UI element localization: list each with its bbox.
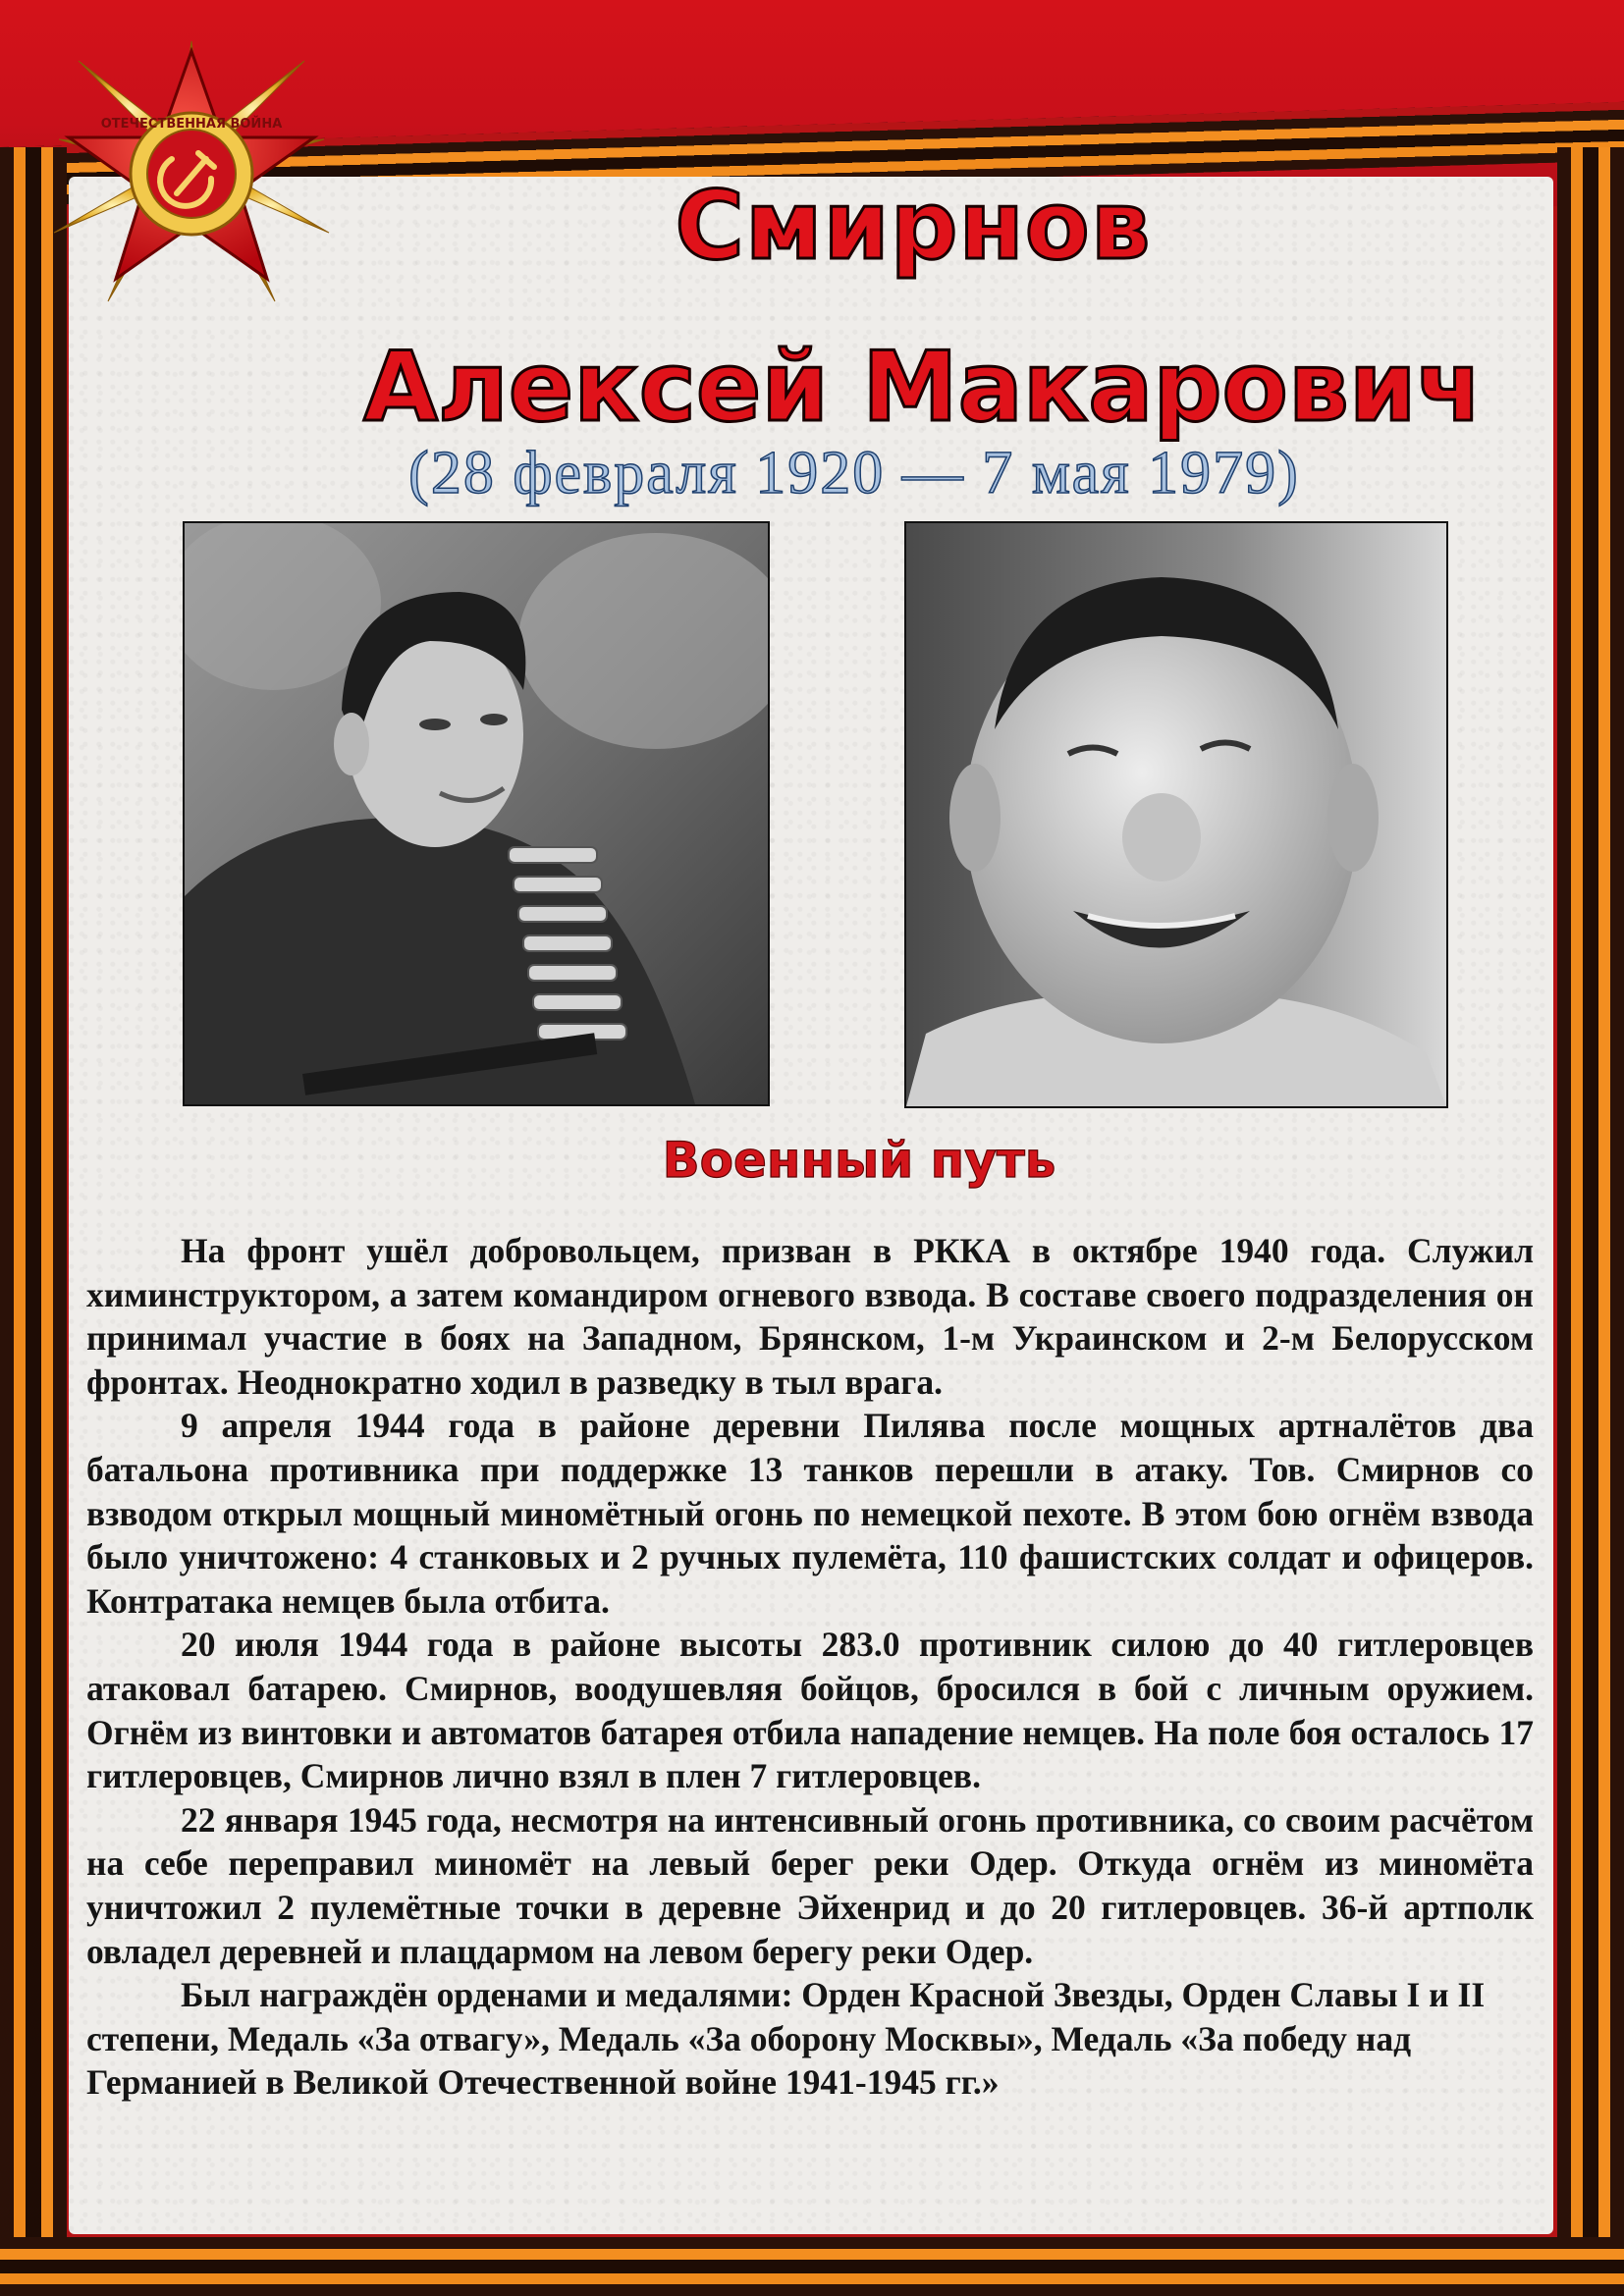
st-george-ribbon-left: [0, 147, 67, 2296]
given-names-title: Алексей Макарович: [363, 332, 1483, 444]
paragraph-awards: Был награждён орденами и медалями: Орден Красной Звезды, Орден Славы I и II степени, Медаль «За отвагу», Медаль «За оборону Москвы», Медаль «За победу над Германией в Великой Отечественной войне 1941-1945 гг.»: [86, 1975, 1486, 2103]
surname-title: Смирнов: [675, 171, 1152, 281]
paragraph-oder-crossing: 22 января 1945 года, несмотря на интенсивный огонь противника, со своим расчётом на себе переправил миномёт на левый берег реки Одер. Откуда огнём из миномёта уничтожил 2 пулемётные точки в деревне Эйхенрид и до 20 гитлеровцев. 36-й артполк овладел деревней и плацдармом на левом берегу реки Одер.: [86, 1799, 1534, 1971]
paragraph-pilyava: 9 апреля 1944 года в районе деревни Пилява после мощных артналётов два батальона противника при поддержке 13 танков перешли в атаку. Тов. Смирнов со взводом открыл мощный миномётный огонь по немецкой пехоте. В этом бою огнём взвода было уничтожено: 4 станковых и 2 ручных пулемёта, 110 фашистских солдат и офицеров. Контратака немцев была отбита.: [86, 1406, 1534, 1621]
st-george-ribbon-right: [1557, 147, 1624, 2296]
paragraph-height-283: 20 июля 1944 года в районе высоты 283.0 противник силою до 40 гитлеровцев атаковал батарею. Смирнов, воодушевляя бойцов, бросился в бой с личным оружием. Огнём из винтовки и автоматов батарея отбила нападение немцев. На поле боя осталось 17 гитлеровцев, Смирнов лично взял в плен 7 гитлеровцев.: [86, 1625, 1534, 1796]
badge-text: ОТЕЧЕСТВЕННАЯ ВОЙНА: [100, 117, 283, 132]
portrait-older-man-smiling: [904, 521, 1448, 1108]
portrait-young-soldier: [183, 521, 770, 1106]
order-of-patriotic-war-icon: [39, 22, 344, 326]
st-george-ribbon-bottom: [0, 2237, 1624, 2296]
biography-text: [86, 1229, 1534, 2105]
life-dates: (28 февраля 1920 — 7 мая 1979): [408, 440, 1300, 507]
paragraph-volunteer: На фронт ушёл добровольцем, призван в РККА в октябре 1940 года. Служил химинструктором, а затем командиром огневого взвода. В составе своего подразделения он принимал участие в боях на Западном, Брянском, 1-м Украинском и 2-м Белорусском фронтах. Неоднократно ходил в разведку в тыл врага.: [86, 1231, 1534, 1402]
military-path-heading: Военный путь: [662, 1132, 1056, 1189]
